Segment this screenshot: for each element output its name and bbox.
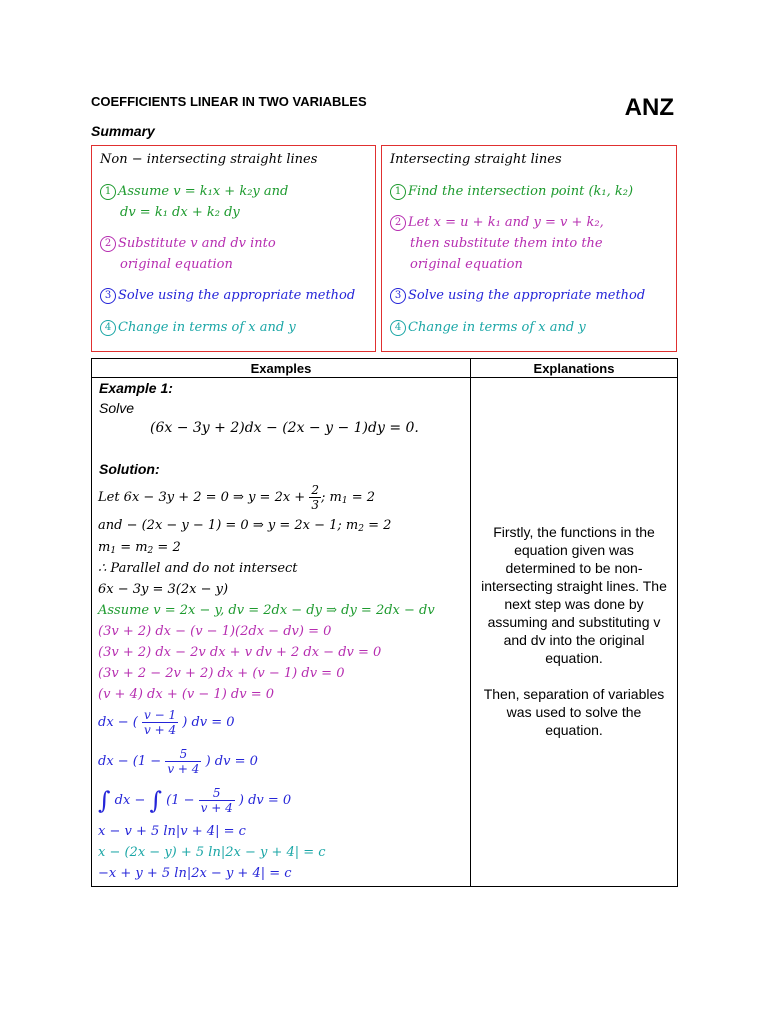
line-text: m (98, 540, 111, 555)
examples-table (91, 358, 678, 887)
subscript: 2 (358, 524, 364, 534)
line-text: = 2 (363, 518, 392, 533)
solution-line-7: (3v + 2) dx − (v − 1)(2dx − dv) = 0 (98, 624, 332, 639)
step-number-badge: 3 (390, 288, 406, 304)
fraction (142, 708, 178, 737)
step-text: Solve using the appropriate method (118, 288, 356, 303)
summary-left-step-2 (100, 233, 276, 275)
solution-line-9: (3v + 2 − 2v + 2) dx + (v − 1) dv = 0 (98, 666, 345, 681)
solution-line-13 (98, 786, 291, 815)
solution-line-3 (98, 540, 181, 556)
step-number-badge: 1 (390, 184, 406, 200)
numerator: 5 (199, 786, 235, 801)
summary-heading-left: Non − intersecting straight lines (100, 152, 318, 167)
solution-line-6: Assume v = 2x − y, dv = 2dx − dy ⇒ dy = 2dx − dv (98, 603, 435, 618)
fraction (309, 483, 321, 512)
step-text-continued: original equation (410, 257, 523, 272)
solution-line-15: x − (2x − y) + 5 ln|2x − y + 4| = c (98, 845, 326, 860)
line-text: (1 − (166, 793, 195, 808)
line-text: = m (116, 540, 148, 555)
explanation-paragraph-1: Firstly, the functions in the equation given was determined to be non-intersecting straight lines. The next step was done by assuming and substituting v and dv into the original equation. (481, 524, 667, 666)
example-title: Example 1: (99, 380, 173, 396)
step-text: Find the intersection point (k₁, k₂) (408, 184, 634, 199)
step-number-badge: 4 (390, 320, 406, 336)
solution-line-12 (98, 747, 258, 776)
step-number-badge: 2 (390, 215, 406, 231)
denominator: v + 4 (167, 762, 200, 776)
step-text: Substitute v and dv into (118, 236, 276, 251)
solution-label: Solution: (99, 461, 160, 477)
numerator: v − 1 (144, 708, 177, 722)
step-text: Change in terms of x and y (118, 320, 296, 335)
step-text-continued: then substitute them into the (410, 236, 603, 251)
line-text: dx − ( (98, 715, 138, 730)
step-text: Solve using the appropriate method (408, 288, 646, 303)
line-text: Let 6x − 3y + 2 = 0 ⇒ y = 2x + (98, 490, 306, 505)
solution-line-4: ∴ Parallel and do not intersect (98, 561, 298, 576)
examples-cell (92, 378, 471, 887)
line-text: = 2 (347, 490, 375, 505)
problem-equation: (6x − 3y + 2)dx − (2x − y − 1)dy = 0. (150, 420, 419, 436)
explanation-text (471, 523, 677, 739)
line-text: ; m (320, 490, 342, 505)
step-text: Change in terms of x and y (408, 320, 586, 335)
summary-left-step-3 (100, 285, 355, 306)
integral-sign: ∫ (98, 786, 111, 815)
step-number-badge: 2 (100, 236, 116, 252)
summary-right-step-4 (390, 317, 586, 338)
solution-line-2 (98, 518, 391, 534)
line-text: ) dv = 0 (238, 793, 292, 808)
solution-line-16: −x + y + 5 ln|2x − y + 4| = c (98, 866, 292, 881)
denominator: v + 4 (144, 723, 177, 737)
summary-left-step-1 (100, 181, 288, 223)
subscript: 1 (341, 496, 348, 506)
step-text-continued: dv = k₁ dx + k₂ dy (120, 205, 240, 220)
summary-right-step-1 (390, 181, 633, 202)
step-number-badge: 1 (100, 184, 116, 200)
step-number-badge: 4 (100, 320, 116, 336)
summary-box-intersecting (381, 145, 677, 352)
subscript: 2 (147, 546, 154, 556)
summary-heading-right: Intersecting straight lines (390, 152, 562, 167)
subscript: 1 (110, 546, 117, 556)
denominator: v + 4 (200, 801, 233, 815)
denominator: 3 (311, 498, 319, 512)
solve-label: Solve (99, 400, 135, 416)
table-header-row (92, 359, 678, 378)
brand-logo-text: ANZ (624, 94, 674, 121)
examples-column-header: Examples (92, 359, 471, 378)
page-title: COEFFICIENTS LINEAR IN TWO VARIABLES (91, 94, 367, 109)
solution-line-8: (3v + 2) dx − 2v dx + v dv + 2 dx − dv = 0 (98, 645, 382, 660)
summary-right-step-3 (390, 285, 645, 306)
step-text-continued: original equation (120, 257, 233, 272)
solution-line-14: x − v + 5 ln|v + 4| = c (98, 824, 246, 839)
fraction (199, 786, 235, 815)
explanation-paragraph-2: Then, separation of variables was used to solve the equation. (483, 686, 665, 738)
solution-line-10: (v + 4) dx + (v − 1) dv = 0 (98, 687, 275, 702)
step-text: Assume v = k₁x + k₂y and (118, 184, 289, 199)
line-text: ) dv = 0 (182, 715, 235, 730)
fraction (165, 747, 201, 776)
summary-left-step-4 (100, 317, 296, 338)
solution-line-1 (98, 483, 375, 512)
numerator: 5 (165, 747, 201, 762)
table-row (92, 378, 678, 887)
line-text: dx − (114, 793, 146, 808)
explanations-column-header: Explanations (471, 359, 678, 378)
summary-box-non-intersecting (91, 145, 376, 352)
solution-line-11 (98, 708, 235, 737)
numerator: 2 (311, 483, 319, 497)
summary-right-step-2 (390, 212, 604, 275)
line-text: dx − (1 − (98, 754, 162, 769)
explanations-cell (471, 378, 678, 887)
line-text: ) dv = 0 (205, 754, 258, 769)
line-text: = 2 (153, 540, 181, 555)
step-number-badge: 3 (100, 288, 116, 304)
integral-sign: ∫ (149, 786, 162, 815)
solution-line-5: 6x − 3y = 3(2x − y) (98, 582, 229, 597)
line-text: and − (2x − y − 1) = 0 ⇒ y = 2x − 1; m (98, 518, 359, 533)
summary-label: Summary (91, 123, 155, 139)
step-text: Let x = u + k₁ and y = v + k₂, (408, 215, 604, 230)
